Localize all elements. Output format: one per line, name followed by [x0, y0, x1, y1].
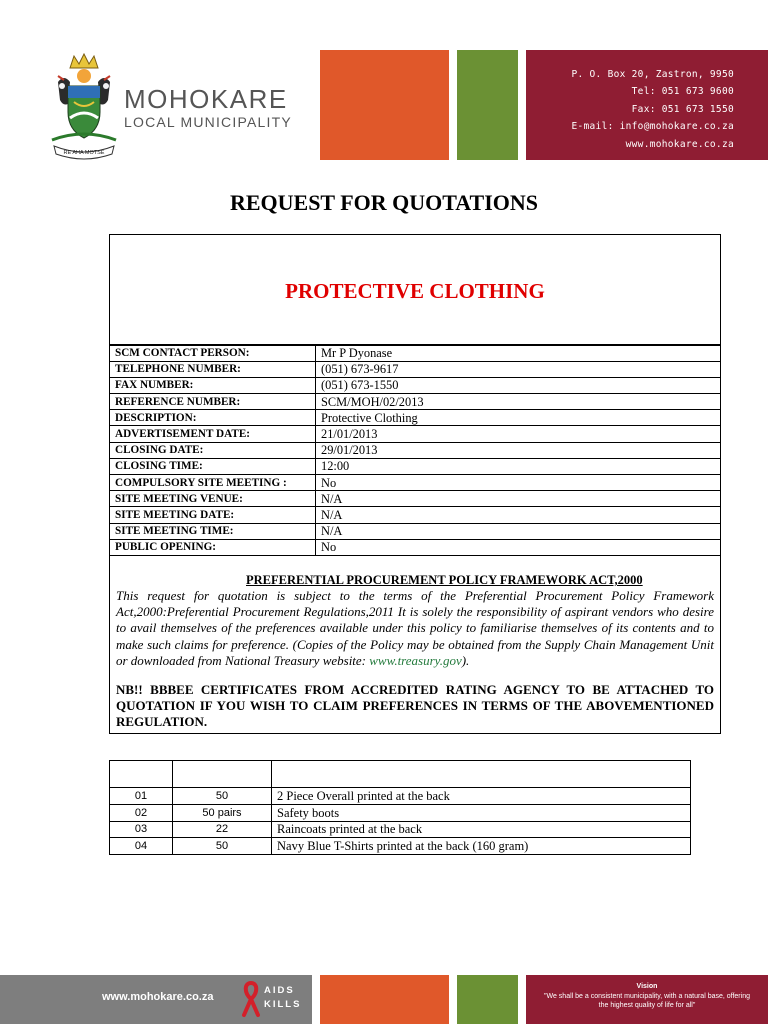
details-value: N/A — [316, 491, 721, 507]
document-subtitle: PROTECTIVE CLOTHING — [285, 279, 545, 303]
preference-act-text — [116, 588, 714, 669]
details-label: SITE MEETING TIME: — [110, 523, 316, 539]
footer-orange-block — [320, 975, 449, 1024]
details-row — [110, 345, 721, 361]
details-value: (051) 673-1550 — [316, 377, 721, 393]
details-row — [110, 491, 721, 507]
aids-kills-badge — [240, 979, 306, 1019]
details-row — [110, 442, 721, 458]
item-number: 02 — [110, 804, 173, 821]
details-label: SCM CONTACT PERSON: — [110, 345, 316, 361]
preference-body-end: ). — [461, 652, 470, 668]
details-value: SCM/MOH/02/2013 — [316, 394, 721, 410]
item-description: Safety boots — [272, 804, 691, 821]
document-title: REQUEST FOR QUOTATIONS — [229, 190, 539, 215]
municipal-crest-logo — [44, 50, 124, 162]
items-header-cell-qty — [173, 761, 272, 788]
vision-text: "We shall be a consistent municipality, with a natural base, offering the highest quality of life for all" — [544, 993, 750, 1009]
item-quantity: 22 — [173, 821, 272, 838]
details-label: TELEPHONE NUMBER: — [110, 361, 316, 377]
aids-text: AIDS — [264, 985, 295, 996]
details-row — [110, 394, 721, 410]
aids-ribbon-icon — [240, 979, 262, 1019]
contact-website: www.mohokare.co.za — [625, 138, 734, 150]
details-row — [110, 507, 721, 523]
item-description: Navy Blue T-Shirts printed at the back (160 gram) — [272, 838, 691, 855]
item-row — [110, 788, 691, 805]
details-value: 12:00 — [316, 458, 721, 474]
details-value: 21/01/2013 — [316, 426, 721, 442]
item-quantity: 50 — [173, 838, 272, 855]
item-number: 04 — [110, 838, 173, 855]
details-value: No — [316, 539, 721, 555]
item-number: 01 — [110, 788, 173, 805]
vision-title: Vision — [636, 983, 658, 990]
item-description: Raincoats printed at the back — [272, 821, 691, 838]
bbbee-notice: NB!! BBBEE CERTIFICATES FROM ACCREDITED RATING AGENCY TO BE ATTACHED TO QUOTATION IF YOU WISH TO CLAIM PREFERENCES IN TERMS OF THE ABOVEMENTIONED REGULATION. — [116, 682, 714, 729]
header-green-block — [457, 50, 518, 160]
details-label: SITE MEETING VENUE: — [110, 491, 316, 507]
items-header-cell-description — [272, 761, 691, 788]
item-row — [110, 804, 691, 821]
contact-email: E-mail: info@mohokare.co.za — [571, 121, 734, 133]
contact-fax: Fax: 051 673 1550 — [631, 103, 734, 115]
details-label: SITE MEETING DATE: — [110, 507, 316, 523]
item-quantity: 50 pairs — [173, 804, 272, 821]
item-row — [110, 821, 691, 838]
details-value: Protective Clothing — [316, 410, 721, 426]
quotation-details-table — [109, 344, 721, 556]
details-label: CLOSING DATE: — [110, 442, 316, 458]
preference-body: This request for quotation is subject to the terms of the Preferential Procurement Policy Framework Act,2000:Preferential Procurement Regulations,2011 It is solely the responsibility of aspirant vendors who desire to avail themselves of the preferences available under this policy to familiarise themselves of its contents and to make such claims for preference. (Copies of the Policy may be obtained from the Supply Chain Management Unit or downloaded from National Treasury website: — [116, 588, 714, 668]
details-value: (051) 673-9617 — [316, 361, 721, 377]
contact-telephone: Tel: 051 673 9600 — [631, 86, 734, 98]
details-label: COMPULSORY SITE MEETING : — [110, 475, 316, 491]
details-row — [110, 523, 721, 539]
item-row — [110, 838, 691, 855]
item-description: 2 Piece Overall printed at the back — [272, 788, 691, 805]
details-value: Mr P Dyonase — [316, 345, 721, 361]
details-value: N/A — [316, 507, 721, 523]
treasury-link[interactable]: www.treasury.gov — [369, 652, 462, 668]
details-row — [110, 475, 721, 491]
details-label: ADVERTISEMENT DATE: — [110, 426, 316, 442]
details-value: No — [316, 475, 721, 491]
svg-text:RE AHA MOTSE: RE AHA MOTSE — [63, 150, 105, 156]
details-label: FAX NUMBER: — [110, 377, 316, 393]
contact-address: P. O. Box 20, Zastron, 9950 — [571, 69, 734, 80]
details-row — [110, 539, 721, 555]
header-orange-block — [320, 50, 449, 160]
details-row — [110, 377, 721, 393]
details-value: N/A — [316, 523, 721, 539]
details-value: 29/01/2013 — [316, 442, 721, 458]
kills-text: KILLS — [264, 999, 302, 1010]
item-quantity: 50 — [173, 788, 272, 805]
contact-details — [571, 66, 734, 153]
footer-green-block — [457, 975, 518, 1024]
details-label: CLOSING TIME: — [110, 458, 316, 474]
details-row — [110, 361, 721, 377]
org-name: MOHOKARE — [124, 84, 288, 114]
item-number: 03 — [110, 821, 173, 838]
items-header-cell-no — [110, 761, 173, 788]
details-row — [110, 410, 721, 426]
items-table — [109, 760, 691, 855]
details-row — [110, 426, 721, 442]
footer-website[interactable]: www.mohokare.co.za — [102, 991, 214, 1003]
details-label: DESCRIPTION: — [110, 410, 316, 426]
details-label: REFERENCE NUMBER: — [110, 394, 316, 410]
details-label: PUBLIC OPENING: — [110, 539, 316, 555]
org-subtitle: LOCAL MUNICIPALITY — [124, 114, 292, 130]
details-row — [110, 458, 721, 474]
items-header-row — [110, 761, 691, 788]
preference-act-title: PREFERENTIAL PROCUREMENT POLICY FRAMEWORK ACT,2000 — [246, 573, 643, 587]
